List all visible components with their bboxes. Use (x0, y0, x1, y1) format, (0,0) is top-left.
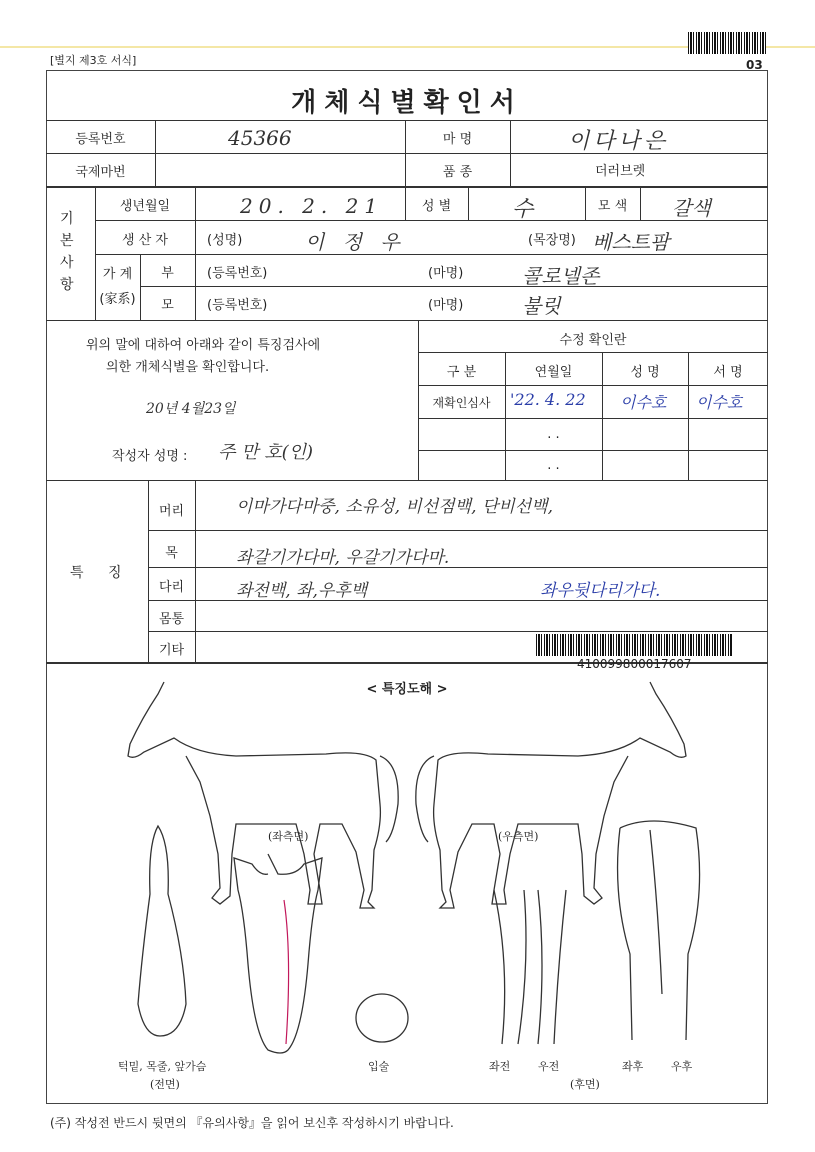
page-code: 03 (746, 58, 763, 72)
writer-signature: 주 만 호(인) (218, 442, 314, 463)
left-side-horse (128, 682, 380, 908)
front-right-caption: 우전 (538, 1060, 560, 1073)
rear-view (618, 821, 700, 1040)
writer-label: 작성자 성명 : (112, 449, 188, 464)
dam-label: 모 (161, 298, 174, 313)
birth-label: 생년월일 (119, 199, 171, 214)
color-value: 갈색 (672, 196, 711, 220)
row1-date: '22. 4. 22 (510, 390, 586, 409)
sex-label: 성 별 (421, 199, 452, 214)
sire-name-label: (마명) (428, 266, 464, 281)
dam-name-label: (마명) (428, 298, 464, 313)
pedigree-label-hanja: (家系) (99, 292, 136, 307)
row1-name: 이수호 (620, 393, 667, 412)
date-written: 20년 4월23일 (146, 401, 236, 417)
diagram-title: < 특징도해 > (366, 682, 448, 697)
dam-name-value: 불릿 (522, 294, 561, 318)
sire-reg-no-label: (등록번호) (207, 266, 268, 281)
top-barcode (688, 32, 766, 54)
lips-view (356, 994, 408, 1042)
name-label: 마 명 (442, 132, 473, 147)
dam-reg-no-label: (등록번호) (207, 298, 268, 313)
col-sign: 서 명 (713, 365, 743, 380)
rear-caption: (후면) (570, 1078, 600, 1091)
right-side-horse (434, 682, 686, 908)
form-label: [별지 제3호 서식] (50, 54, 137, 67)
breed-label: 품 종 (442, 165, 473, 180)
statement-line2: 의한 개체식별을 확인합니다. (106, 360, 270, 375)
col-name: 성 명 (630, 365, 660, 380)
col-type: 구 분 (446, 365, 477, 380)
reg-no-value: 45366 (228, 126, 292, 150)
feature-barcode (536, 634, 732, 656)
farm-value: 베스트팜 (592, 230, 670, 254)
sex-value: 수 (512, 197, 534, 222)
birth-value: 20. 2. 21 (240, 194, 384, 218)
body-label: 몸통 (158, 612, 185, 627)
front-view-label: (전면) (150, 1078, 180, 1091)
lip-caption: 입술 (368, 1060, 390, 1073)
farm-label: (목장명) (528, 233, 576, 248)
other-label: 기타 (158, 643, 185, 658)
producer-name-label: (성명) (207, 233, 243, 248)
head-label: 머리 (158, 504, 185, 519)
front-view-caption: 턱밑, 목줄, 앞가슴 (118, 1060, 207, 1073)
revision-title: 수정 확인란 (559, 333, 627, 348)
row2-date: . . (547, 427, 560, 442)
sire-name-value: 콜로넬존 (522, 264, 600, 288)
intl-no-label: 국제마번 (75, 165, 126, 180)
leg-value-1: 좌전백, 좌,우후백 (236, 581, 368, 601)
footer-note: (주) 작성전 반드시 뒷면의 『유의사항』을 읽어 보신후 작성하시기 바랍니다. (50, 1116, 454, 1130)
breed-value: 더러브렛 (595, 164, 646, 179)
col-date: 연월일 (534, 365, 573, 380)
color-label: 모 색 (597, 199, 628, 214)
producer-label: 생 산 자 (122, 233, 168, 248)
row1-sign: 이수호 (696, 393, 743, 412)
barcode-number: 410099800017607 (577, 657, 692, 671)
row3-date: . . (547, 458, 560, 473)
right-side-caption: (우측면) (498, 830, 539, 843)
pedigree-label: 가 계 (102, 267, 133, 282)
sire-label: 부 (161, 266, 174, 281)
neck-value: 좌갈기가다마, 우갈기가다마. (236, 548, 450, 568)
page-title: 개체식별확인서 (291, 88, 523, 118)
statement-line1: 위의 말에 대하여 아래와 같이 특징검사에 (86, 338, 321, 353)
reg-no-label: 등록번호 (75, 132, 126, 147)
hind-left-caption: 좌후 (622, 1060, 644, 1073)
producer-name-value: 이 정 우 (305, 230, 406, 254)
row1-type: 재확인심사 (432, 396, 491, 410)
front-left-caption: 좌전 (489, 1060, 511, 1073)
neck-label: 목 (165, 546, 178, 561)
leg-label: 다리 (158, 580, 185, 595)
features-section-label: 특 징 (70, 565, 132, 581)
name-value: 이다나은 (568, 129, 670, 154)
head-value: 이마가다마중, 소유성, 비선점백, 단비선백, (236, 497, 554, 517)
hind-right-caption: 우후 (671, 1060, 693, 1073)
basic-section-label: 기본사항 (60, 211, 74, 293)
left-side-caption: (좌측면) (268, 830, 309, 843)
horse-diagrams (46, 664, 768, 1104)
front-neck-view (138, 826, 186, 1036)
leg-value-2: 좌우뒷다리가다. (540, 581, 661, 601)
front-legs-view (494, 890, 566, 1044)
